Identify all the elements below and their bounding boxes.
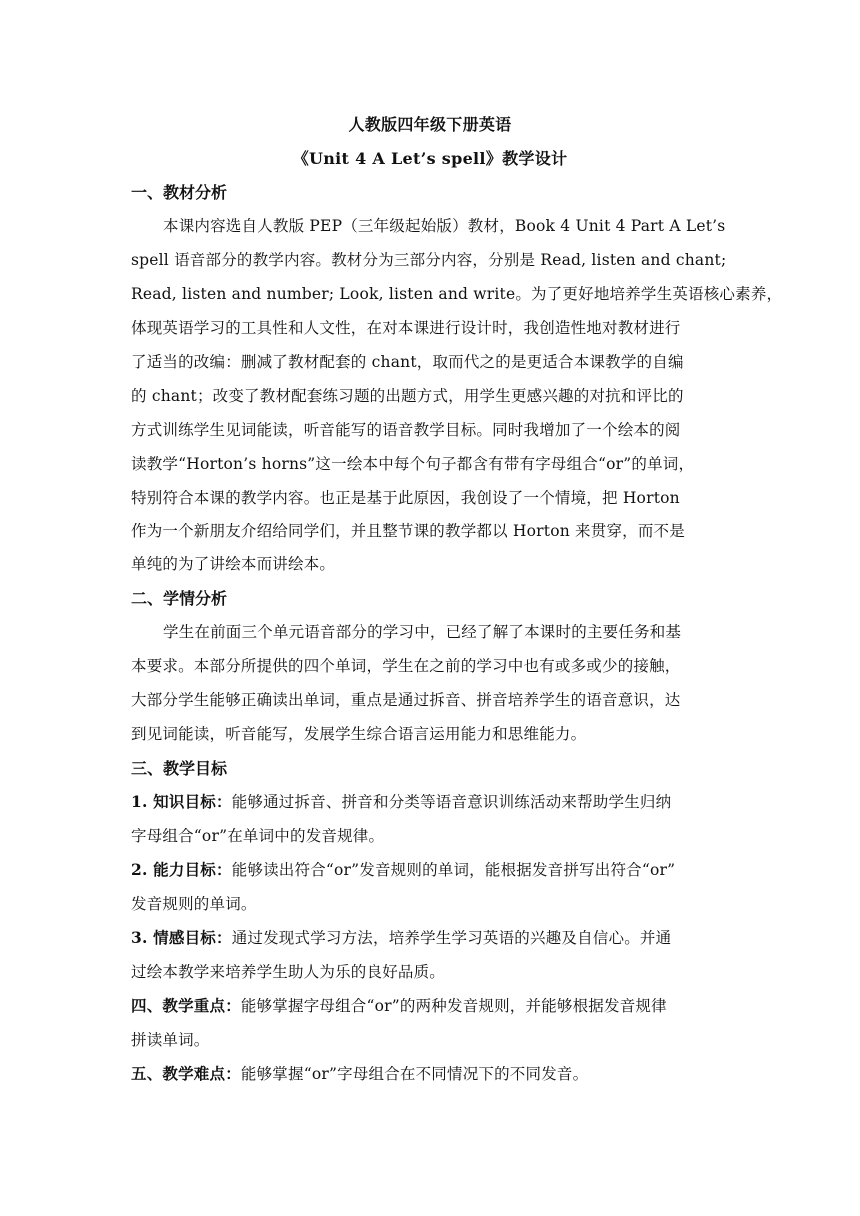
section-heading-textbook-analysis: 一、教材分析 <box>131 183 228 202</box>
section-difficult-points <box>131 1062 588 1084</box>
paragraph-line: 读教学“Horton’s horns”这一绘本中每个句子都含有带有字母组合“or”的单词， <box>131 455 695 473</box>
goal-text: 通过发现式学习方法，培养学生学习英语的兴趣及自信心。并通 <box>231 929 672 947</box>
goal-label: 3. 情感目标： <box>131 928 232 947</box>
section-heading-key-points: 四、教学重点： <box>131 996 241 1015</box>
goal-item-knowledge <box>131 790 671 812</box>
document-subtitle: 《Unit 4 A Let’s spell》教学设计 <box>292 149 568 168</box>
paragraph-line: 了适当的改编：删减了教材配套的 chant，取而代之的是更适合本课教学的自编 <box>131 353 684 371</box>
goal-item-emotion <box>131 926 671 948</box>
goal-text: 能够读出符合“or”发音规则的单词，能根据发音拼写出符合“or” <box>231 861 676 879</box>
paragraph-line: 过绘本教学来培养学生助人为乐的良好品质。 <box>131 963 446 981</box>
paragraph-line: 本要求。本部分所提供的四个单词，学生在之前的学习中也有或多或少的接触， <box>131 657 681 675</box>
paragraph-line: Read, listen and number; Look, listen and write。为了更好地培养学生英语核心素养， <box>131 285 783 303</box>
paragraph-line: 学生在前面三个单元语音部分的学习中，已经了解了本课时的主要任务和基 <box>163 623 682 641</box>
paragraph-line: 方式训练学生见词能读，听音能写的语音教学目标。同时我增加了一个绘本的阅 <box>131 421 681 439</box>
section-heading-student-analysis: 二、学情分析 <box>131 589 228 608</box>
paragraph-line: 本课内容选自人教版 PEP（三年级起始版）教材，Book 4 Unit 4 Part A Let’s <box>163 217 726 235</box>
paragraph-line: 的 chant；改变了教材配套练习题的出题方式，用学生更感兴趣的对抗和评比的 <box>131 387 684 405</box>
paragraph-line: spell 语音部分的教学内容。教材分为三部分内容，分别是 Read, listen and chant; <box>131 251 727 269</box>
goal-label: 2. 能力目标： <box>131 860 232 879</box>
paragraph-line: 字母组合“or”在单词中的发音规律。 <box>131 827 385 845</box>
paragraph-line: 体现英语学习的工具性和人文性，在对本课进行设计时，我创造性地对教材进行 <box>131 319 681 337</box>
key-points-text: 能够掌握字母组合“or”的两种发音规则，并能够根据发音规律 <box>240 997 667 1015</box>
goal-text: 能够通过拆音、拼音和分类等语音意识训练活动来帮助学生归纳 <box>231 793 672 811</box>
goal-label: 1. 知识目标： <box>131 792 232 811</box>
goal-item-ability <box>131 858 675 880</box>
paragraph-line: 作为一个新朋友介绍给同学们，并且整节课的教学都以 Horton 来贯穿，而不是 <box>131 522 685 540</box>
paragraph-line: 单纯的为了讲绘本而讲绘本。 <box>131 555 336 573</box>
section-heading-teaching-goals: 三、教学目标 <box>131 759 228 778</box>
section-key-points <box>131 994 667 1016</box>
section-heading-difficult-points: 五、教学难点： <box>131 1064 241 1083</box>
paragraph-line: 特别符合本课的教学内容。也正是基于此原因，我创设了一个情境，把 Horton <box>131 489 680 507</box>
paragraph-line: 发音规则的单词。 <box>131 895 257 913</box>
paragraph-line: 拼读单词。 <box>131 1031 210 1049</box>
difficult-points-text: 能够掌握“or”字母组合在不同情况下的不同发音。 <box>240 1065 589 1083</box>
document-title: 人教版四年级下册英语 <box>348 115 512 134</box>
paragraph-line: 到见词能读，听音能写，发展学生综合语言运用能力和思维能力。 <box>131 725 587 743</box>
paragraph-line: 大部分学生能够正确读出单词，重点是通过拆音、拼音培养学生的语音意识，达 <box>131 691 681 709</box>
